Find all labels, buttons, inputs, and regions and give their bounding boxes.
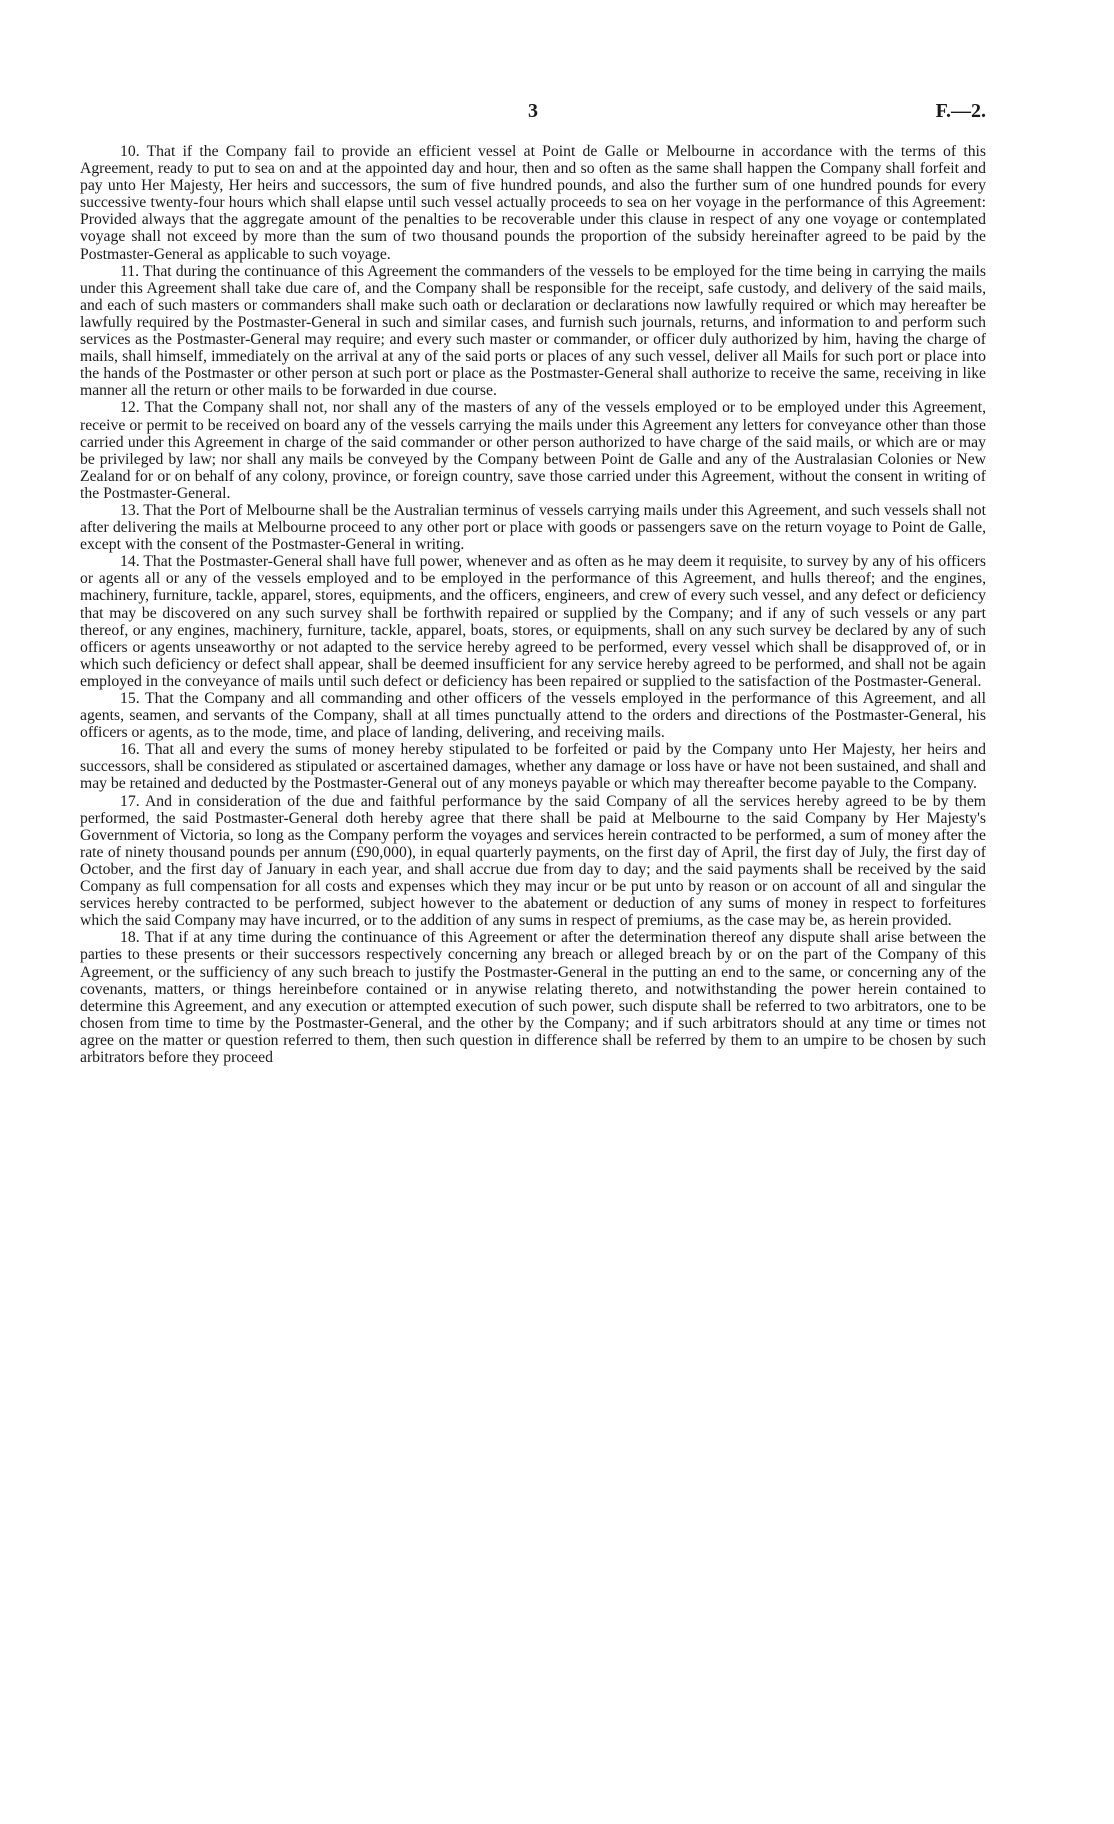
clause-text: That the Company and all commanding and other officers of the vessels employed in the performance of this Agreement, and all agents, seamen, and servants of the Company, shall at all times punctually attend to the orders and directions of the Postmaster-General, his officers or agents, as to the mode, time, and place of landing, delivering, and receiving mails. — [80, 690, 986, 742]
clause-18 — [80, 929, 986, 1066]
clause-13 — [80, 502, 986, 553]
clause-16 — [80, 741, 986, 792]
clause-number: 12. — [120, 399, 140, 417]
clause-17 — [80, 793, 986, 930]
clause-number: 16. — [120, 741, 140, 759]
clause-number: 13. — [120, 501, 140, 519]
clause-text: That all and every the sums of money hereby stipulated to be forfeited or paid by the Company unto Her Majesty, her heirs and successors, shall be considered as stipulated or ascertained damages, whether any damage or loss have or have not been sustained, and shall and may be retained and deducted by the Postmaster-General out of any moneys payable or which may thereafter become payable to the Company. — [80, 741, 987, 793]
clause-text: That the Port of Melbourne shall be the Australian terminus of vessels carrying mails under this Agreement, and such vessels shall not after delivering the mails at Melbourne proceed to any other port or place with goods or passengers save on the return voyage to Point de Galle, except with the consent of the Postmaster-General in writing. — [80, 501, 986, 554]
clause-number: 14. — [120, 553, 140, 571]
clause-14 — [80, 553, 986, 690]
document-body — [80, 143, 986, 1066]
clause-10 — [80, 143, 986, 263]
clause-number: 15. — [120, 690, 140, 707]
clause-15 — [80, 690, 986, 741]
clause-11 — [80, 263, 986, 400]
clause-number: 18. — [120, 929, 140, 947]
clause-text: That if at any time during the continuance of this Agreement or after the determination thereof any dispute shall arise between the parties to these presents or their successors respectively concerning any breach or alleged breach by or on the part of the Company of this Agreement, or the sufficiency of any such breach to justify the Postmaster-General in the putting an end to the same, or concerning any of the covenants, matters, or things hereinbefore contained or in anywise relating thereto, and notwithstanding the power herein contained to determine this Agreement, and any execution or attempted execution of such power, such dispute shall be referred to two arbitrators, one to be chosen from time to time by the Postmaster-General, and the other by the Company; and if such arbitrators should at any time or times not agree on the matter or question referred to them, then such question in difference shall be referred by them to an umpire to be chosen by such arbitrators before they proceed — [80, 929, 987, 1066]
clause-text: That the Postmaster-General shall have full power, whenever and as often as he may deem it requisite, to survey by any of his officers or agents all or any of the vessels employed and to be employed in the performance of this Agreement, and hulls thereof; and the engines, machinery, furniture, tackle, apparel, stores, equipments, and the officers, engineers, and crew of every such vessel, and any defect or deficiency that may be discovered on any such survey shall be forthwith repaired or supplied by the Company; and if any of such vessels or any part thereof, or any engines, machinery, furniture, tackle, apparel, boats, stores, or equipments, shall on any such survey be declared by any of such officers or agents unseaworthy or not adapted to the service hereby agreed to be performed, every vessel which shall be disapproved of, or in which such deficiency or defect shall appear, shall be deemed insufficient for any service hereby agreed to be performed, and shall not be again employed in the conveyance of mails until such defect or deficiency has been repaired or supplied to the satisfaction of the Postmaster-General. — [80, 553, 987, 690]
page-header — [80, 100, 986, 130]
clause-text: And in consideration of the due and faithful performance by the said Company of all the services hereby agreed to be by them performed, the said Postmaster-General doth hereby agree that there shall be paid at Melbourne to the said Company by Her Majesty's Government of Victoria, so long as the Company perform the voyages and services herein contracted to be performed, a sum of money after the rate of ninety thousand pounds per annum (£90,000), in equal quarterly payments, on the first day of April, the first day of July, the first day of October, and the first day of January in each year, and shall accrue due from day to day; and the said payments shall be received by the said Company as full compensation for all costs and expenses which they may incur or be put unto by reason or on account of all and singular the services hereby contracted to be performed, subject however to the abatement or deduction of any sums of money in respect to forfeitures which the said Company may have incurred, or to the addition of any sums in respect of premiums, as the case may be, as herein provided. — [80, 792, 986, 930]
clause-12 — [80, 399, 986, 502]
clause-number: 17. — [120, 792, 140, 810]
clause-text: That if the Company fail to provide an efficient vessel at Point de Galle or Melbourne in accordance with the terms of this Agreement, ready to put to sea on and at the appointed day and hour, then and so often as the same shall happen the Company shall forfeit and pay unto Her Majesty, Her heirs and successors, the sum of five hundred pounds, and also the further sum of one hundred pounds for every successive twenty-four hours which shall elapse until such vessel actually proceeds to sea on her voyage in the performance of this Agreement: Provided always that the aggregate amount of the penalties to be recoverable under this clause in respect of any one voyage or contemplated voyage shall not exceed by more than the sum of two thousand pounds the proportion of the subsidy hereinafter agreed to be paid by the Postmaster-General as applicable to such voyage. — [80, 143, 987, 263]
document-reference: F.—2. — [935, 100, 986, 122]
clause-number: 10. — [120, 143, 140, 160]
clause-text: That during the continuance of this Agreement the commanders of the vessels to be employed for the time being in carrying the mails under this Agreement shall take due care of, and the Company shall be responsible for the receipt, safe custody, and delivery of the said mails, and each of such masters or commanders shall make such oath or declaration or declarations now lawfully required or which may hereafter be lawfully required by the Postmaster-General in such and similar cases, and furnish such journals, returns, and information to and perform such services as the Postmaster-General may require; and every such master or commander, or officer duly authorized by him, having the charge of mails, shall himself, immediately on the arrival at any of the said ports or places of any such vessel, deliver all Mails for such port or place into the hands of the Postmaster or other person at such port or place as the Postmaster-General shall authorize to receive the same, receiving in like manner all the return or other mails to be forwarded in due course. — [80, 262, 987, 400]
clause-text: That the Company shall not, nor shall any of the masters of any of the vessels employed or to be employed under this Agreement, receive or permit to be received on board any of the vessels carrying the mails under this Agreement any letters for conveyance other than those carried under this Agreement in charge of the said commander or other person authorized to have charge of the said mails, or which are or may be privileged by law; nor shall any mails be conveyed by the Company between Point de Galle and any of the Australasian Colonies or New Zealand for or on behalf of any colony, province, or foreign country, save those carried under this Agreement, without the consent in writing of the Postmaster-General. — [80, 399, 987, 502]
clause-number: 11. — [120, 262, 140, 280]
page-number: 3 — [528, 100, 538, 122]
